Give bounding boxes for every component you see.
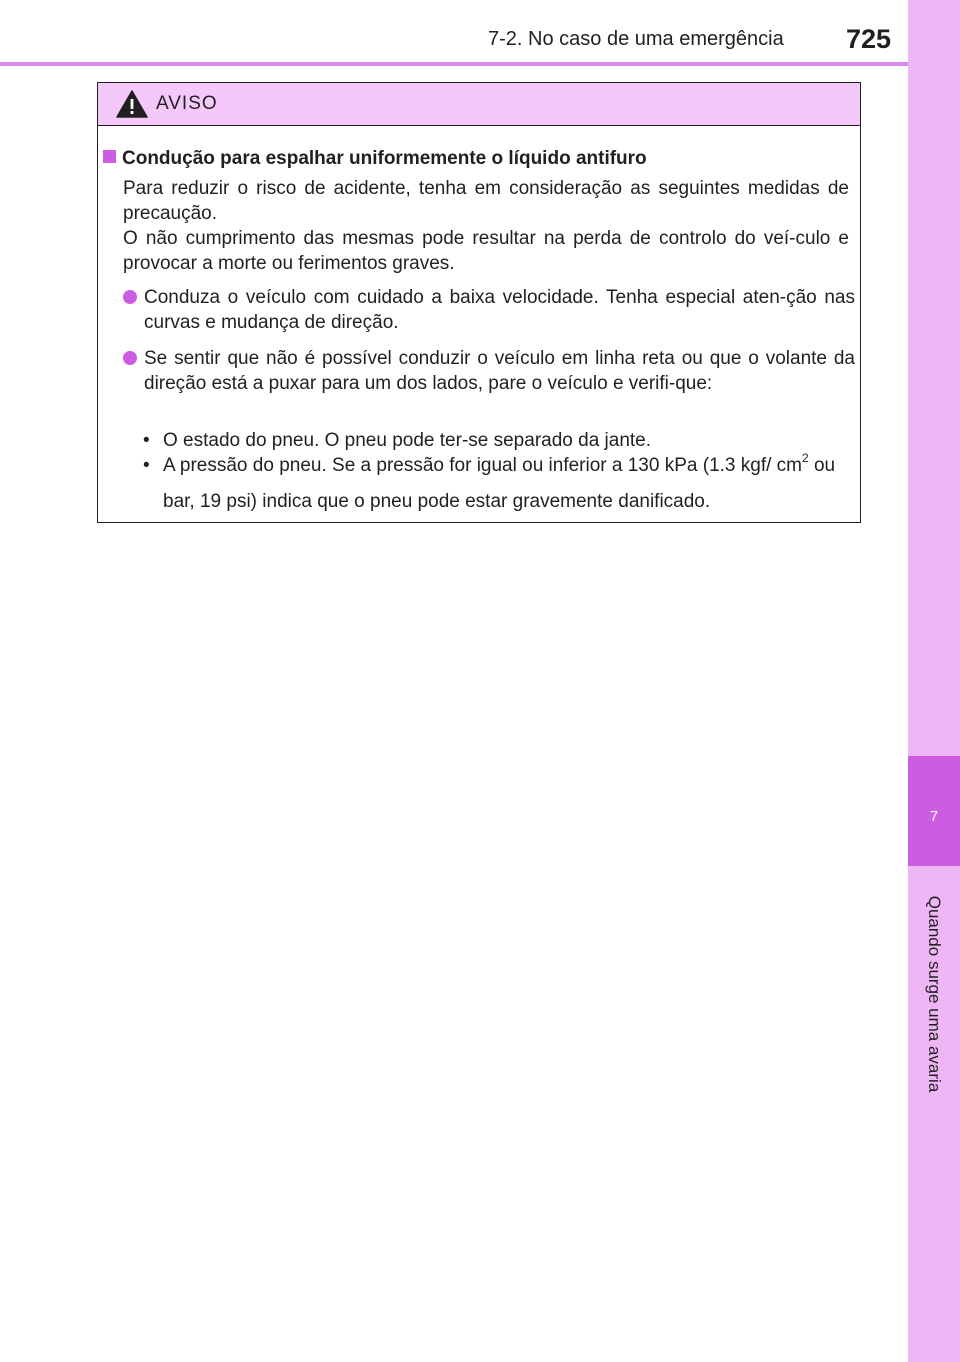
dot-bullet-icon: • xyxy=(143,430,150,451)
warning-heading-text: Condução para espalhar uniformemente o líquido antifuro xyxy=(122,148,647,169)
warning-triangle-icon xyxy=(116,90,148,118)
warning-label: AVISO xyxy=(156,93,218,114)
list-item-text: Se sentir que não é possível conduzir o veículo em linha reta ou que o volante da direção está a puxar para um dos lados, pare o veículo e verifi-que: xyxy=(144,348,855,394)
sub-list-item-text: O estado do pneu. O pneu pode ter-se separado da jante. xyxy=(163,430,652,451)
sub-text-part: A pressão do pneu. Se a pressão for igual ou inferior a 130 kPa (1.3 kgf/ cm xyxy=(163,455,802,476)
chapter-number: 7 xyxy=(929,808,939,825)
sub-text-part: ou bar, 19 psi) indica que o pneu pode estar gravemente danificado. xyxy=(163,455,836,512)
list-item xyxy=(123,285,855,335)
square-bullet-icon xyxy=(103,150,116,163)
warning-heading xyxy=(103,148,647,170)
superscript: 2 xyxy=(802,451,809,465)
chapter-title: Quando surge uma avaria xyxy=(925,895,944,1093)
circle-bullet-icon xyxy=(123,290,137,304)
header-divider xyxy=(0,62,908,66)
paragraph-2: O não cumprimento das mesmas pode resultar na perda de controlo do veí-culo e provocar a morte ou ferimentos graves. xyxy=(123,228,849,274)
list-item-text: Conduza o veículo com cuidado a baixa velocidade. Tenha especial aten-ção nas curvas e mudança de direção. xyxy=(144,287,855,333)
sub-list-item xyxy=(143,453,858,520)
warning-box xyxy=(97,82,861,523)
circle-bullet-icon xyxy=(123,351,137,365)
section-title: 7-2. No caso de uma emergência xyxy=(488,28,784,50)
dot-bullet-icon: • xyxy=(143,455,150,476)
page-number: 725 xyxy=(846,24,892,54)
warning-header xyxy=(98,83,860,126)
list-item xyxy=(123,346,855,396)
paragraph-1: Para reduzir o risco de acidente, tenha em consideração as seguintes medidas de precaução. xyxy=(123,178,849,224)
side-strip xyxy=(908,0,960,1362)
sub-list-item-text xyxy=(163,448,858,520)
